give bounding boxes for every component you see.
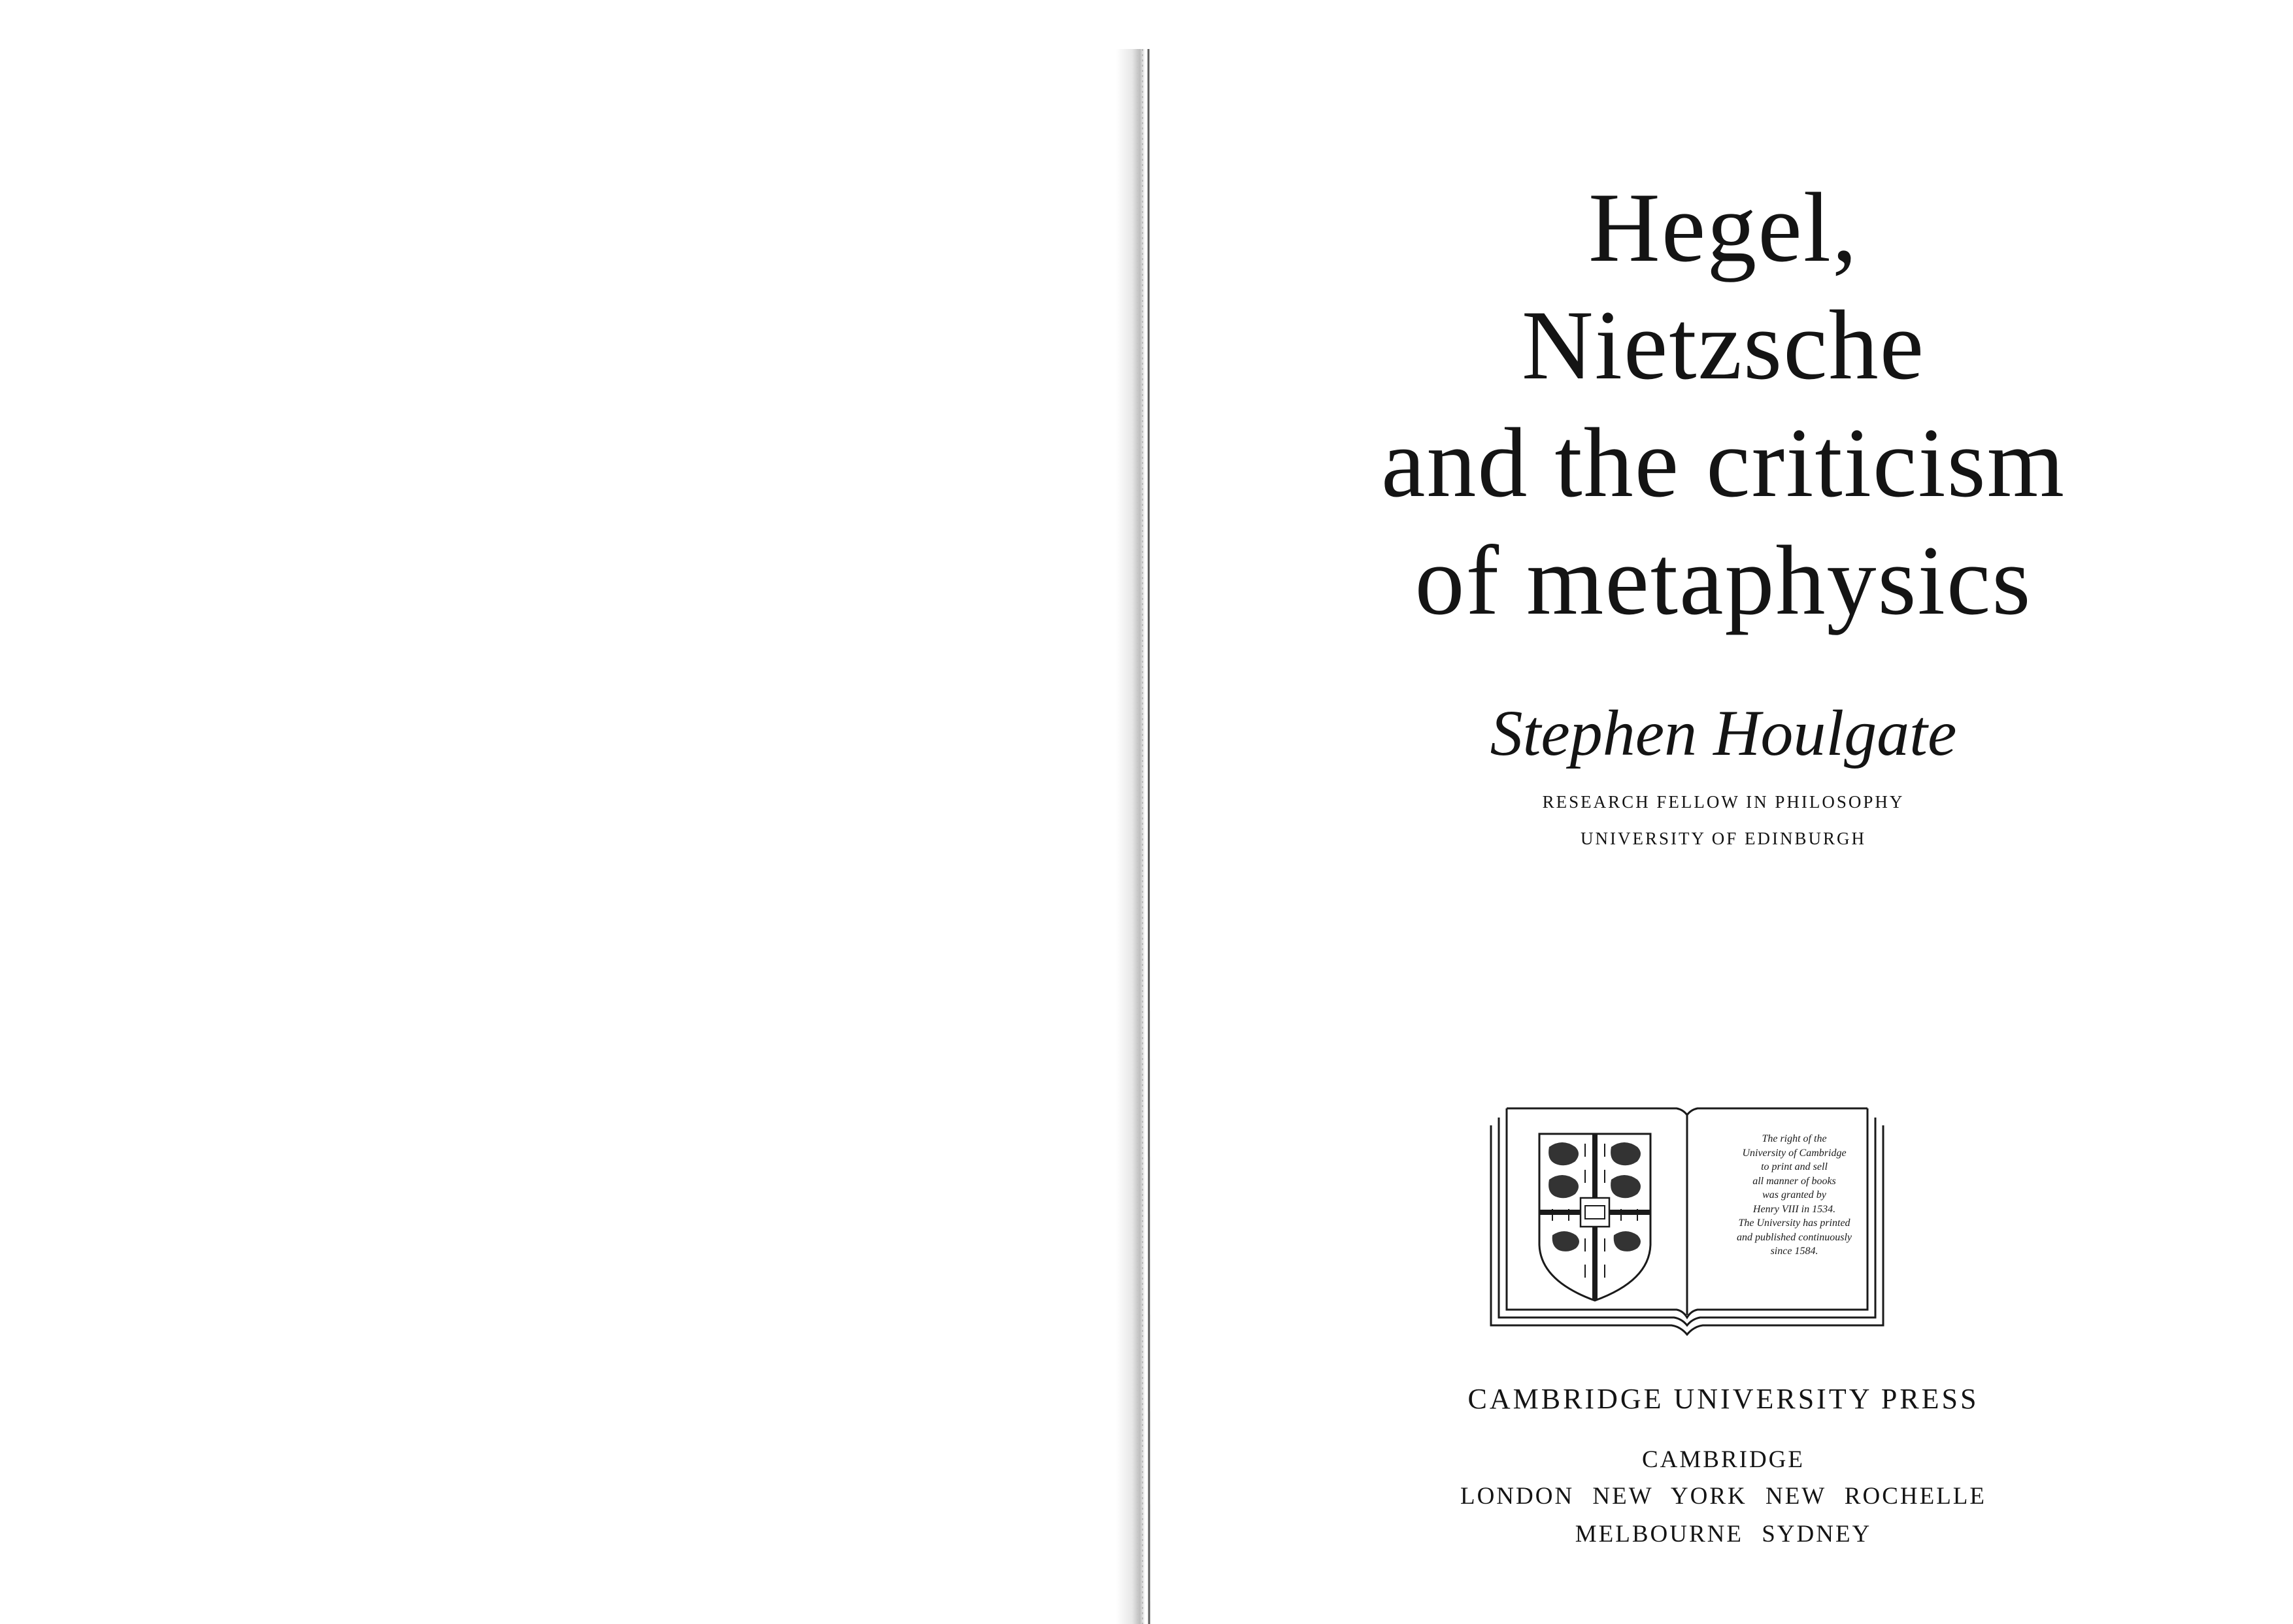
seal-text-line: to print and sell (1761, 1161, 1828, 1172)
seal-text-line: was granted by (1762, 1189, 1826, 1201)
seal-text-line: all manner of books (1752, 1175, 1836, 1187)
author-affiliation-line: UNIVERSITY OF EDINBURGH (1581, 829, 1866, 848)
author-name: Stephen Houlgate (1490, 697, 1957, 769)
publisher-place-line: MELBOURNE SYDNEY (1575, 1521, 1872, 1548)
cambridge-seal-icon (1487, 1104, 1887, 1341)
coat-of-arms-shield-icon (1539, 1134, 1650, 1301)
blank-left-page (0, 0, 1147, 1621)
publisher-place-line: CAMBRIDGE (1641, 1446, 1805, 1473)
seal-text-line: University of Cambridge (1742, 1147, 1847, 1159)
seal-text-line: Henry VIII in 1534. (1752, 1203, 1836, 1215)
title-line: of metaphysics (1414, 525, 2032, 635)
seal-text-line: and published continuously (1737, 1231, 1852, 1243)
book-gutter-shadow (1111, 49, 1150, 1624)
publisher-name: CAMBRIDGE UNIVERSITY PRESS (1467, 1383, 1979, 1415)
publisher-place-line: LONDON NEW YORK NEW ROCHELLE (1460, 1483, 1987, 1510)
title-line: Nietzsche (1521, 290, 1926, 400)
book-title (1154, 169, 2293, 639)
seal-text-line: since 1584. (1770, 1246, 1818, 1257)
title-page (1154, 0, 2293, 1621)
author-affiliation-line: RESEARCH FELLOW IN PHILOSOPHY (1542, 792, 1905, 812)
title-line: and the criticism (1381, 408, 2066, 518)
title-line: Hegel, (1588, 173, 1858, 282)
seal-text-line: The right of the (1762, 1133, 1827, 1144)
seal-inscription (1706, 1132, 1883, 1259)
seal-text-line: The University has printed (1738, 1218, 1850, 1229)
